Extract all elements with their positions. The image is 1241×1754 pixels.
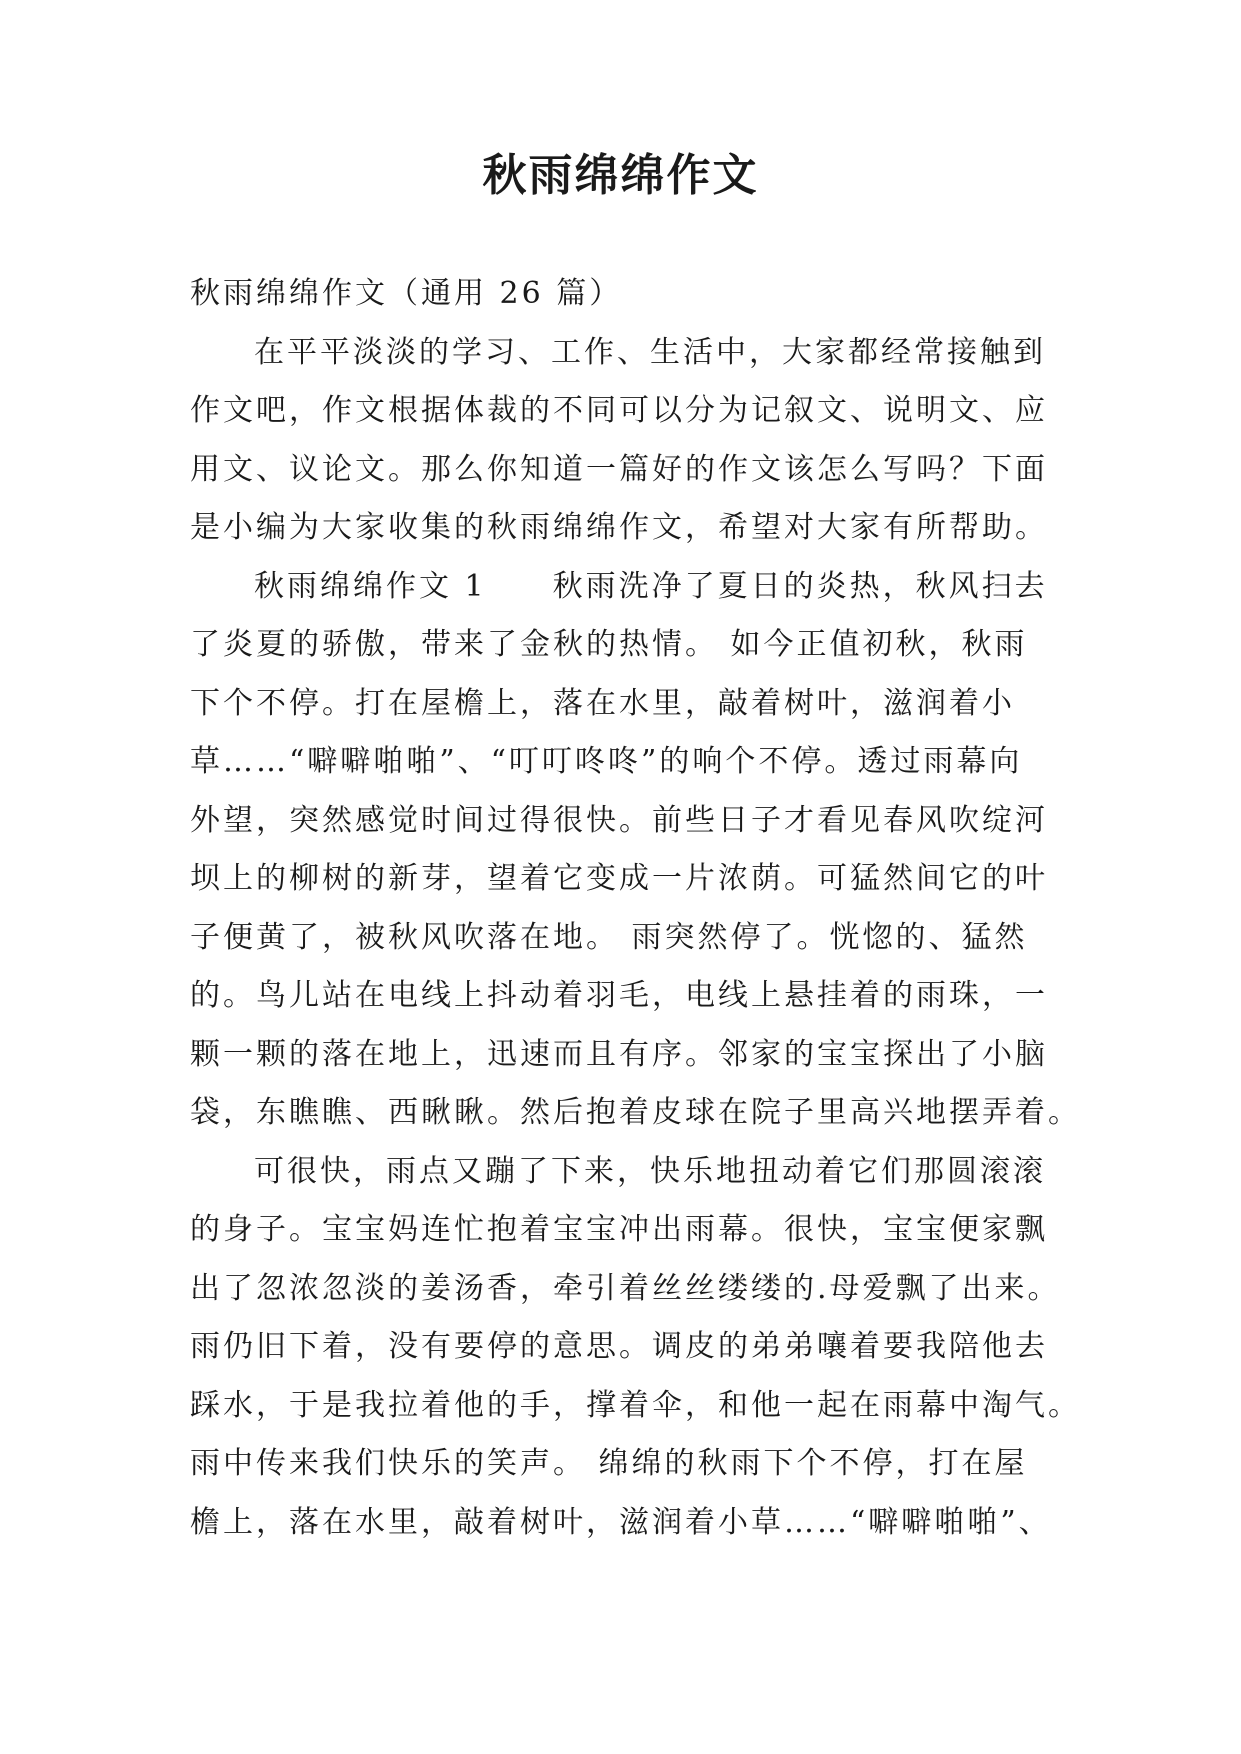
text-line: 在平平淡淡的学习、工作、生活中，大家都经常接触到 — [254, 334, 1046, 370]
text-line: 颗一颗的落在地上，迅速而且有序。邻家的宝宝探出了小脑 — [190, 1036, 1048, 1072]
text-line: 的。鸟儿站在电线上抖动着羽毛，电线上悬挂着的雨珠，一 — [190, 978, 1048, 1013]
text-line: 的身子。宝宝妈连忙抱着宝宝冲出雨幕。很快，宝宝便家飘 — [190, 1212, 1048, 1247]
text-line: 草……“噼噼啪啪”、“叮叮咚咚”的响个不停。透过雨幕向 — [190, 744, 1023, 779]
text-line: 檐上，落在水里，敲着树叶，滋润着小草……“噼噼啪啪”、 — [190, 1504, 1052, 1540]
document-body — [190, 265, 1080, 1552]
text-line: 坝上的柳树的新芽，望着它变成一片浓荫。可猛然间它的叶 — [190, 861, 1048, 896]
text-line: 踩水，于是我拉着他的手，撑着伞，和他一起在雨幕中淘气。 — [190, 1387, 1081, 1423]
text-line: 下个不停。打在屋檐上，落在水里，敲着树叶，滋润着小 — [190, 685, 1015, 721]
text-line: 用文、议论文。那么你知道一篇好的作文该怎么写吗？下面 — [190, 451, 1048, 487]
text-line: 是小编为大家收集的秋雨绵绵作文，希望对大家有所帮助。 — [190, 510, 1048, 545]
text-line: 秋雨绵绵作文 1 秋雨洗净了夏日的炎热，秋风扫去 — [254, 568, 1048, 604]
text-line: 出了忽浓忽淡的姜汤香，牵引着丝丝缕缕的.母爱飘了出来。 — [190, 1270, 1061, 1306]
text-line: 雨中传来我们快乐的笑声。 绵绵的秋雨下个不停，打在屋 — [190, 1446, 1028, 1481]
text-line: 可很快，雨点又蹦了下来，快乐地扭动着它们那圆滚滚 — [254, 1153, 1046, 1189]
text-line: 了炎夏的骄傲，带来了金秋的热情。 如今正值初秋，秋雨 — [190, 627, 1028, 662]
text-line: 外望，突然感觉时间过得很快。前些日子才看见春风吹绽河 — [190, 802, 1048, 838]
document-title: 秋雨绵绵作文 — [482, 150, 759, 201]
text-line: 雨仍旧下着，没有要停的意思。调皮的弟弟嚷着要我陪他去 — [190, 1329, 1048, 1364]
text-line: 袋，东瞧瞧、西瞅瞅。然后抱着皮球在院子里高兴地摆弄着。 — [190, 1095, 1081, 1130]
text-line: 作文吧，作文根据体裁的不同可以分为记叙文、说明文、应 — [190, 393, 1048, 428]
text-line: 子便黄了，被秋风吹落在地。 雨突然停了。恍惚的、猛然 — [190, 919, 1028, 955]
document-subtitle: 秋雨绵绵作文（通用 26 篇） — [190, 276, 623, 311]
